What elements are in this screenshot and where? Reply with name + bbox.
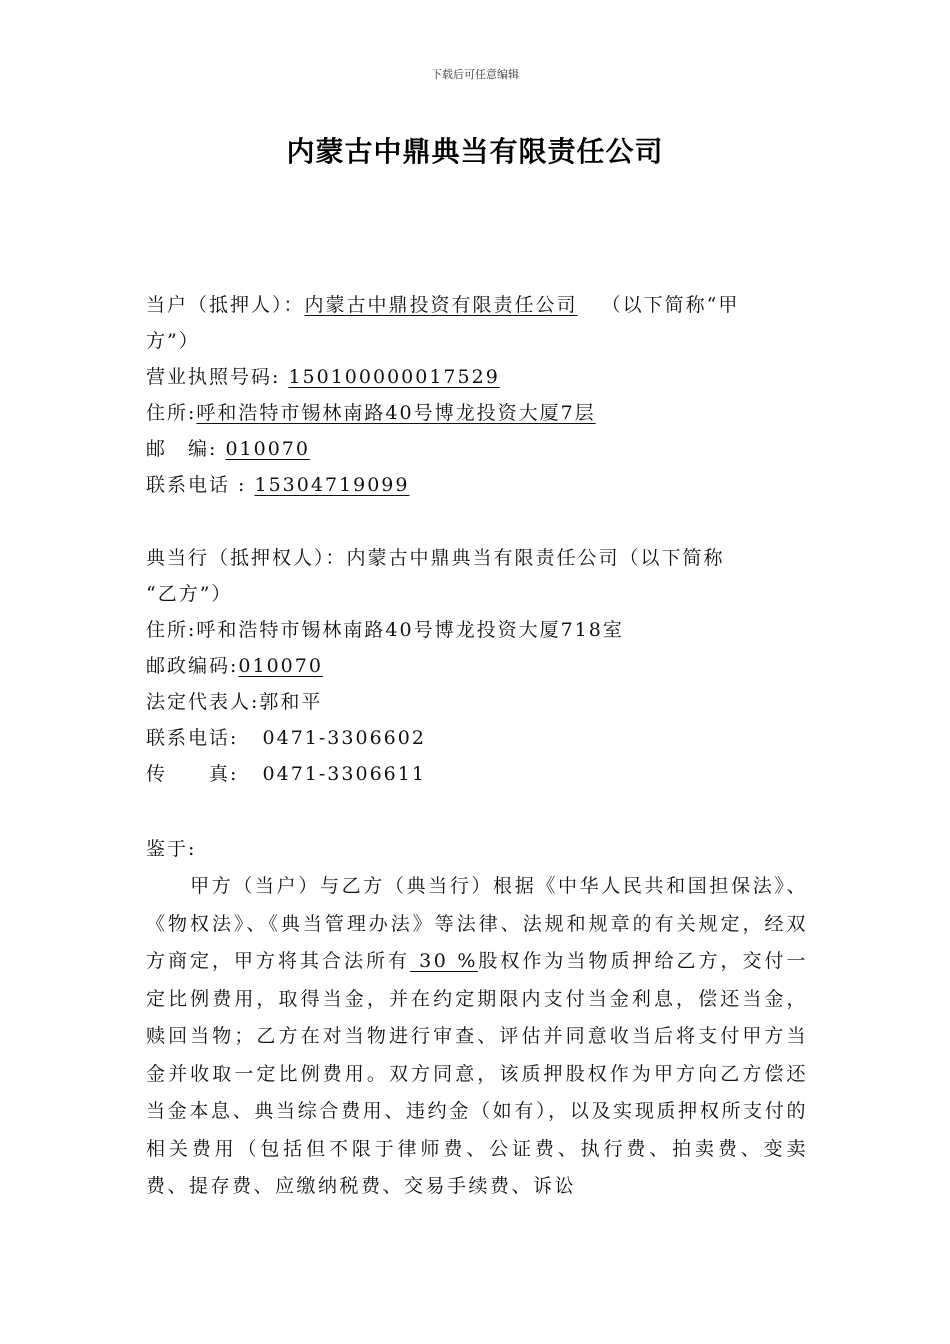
party-a-alias-line [146, 326, 200, 356]
whereas-paragraph [146, 868, 808, 1206]
party-a-name: 内蒙古中鼎投资有限责任公司 [304, 294, 578, 316]
party-a-phone-label: 联系电话 : [146, 474, 247, 496]
party-b-fax-label: 传 真: [146, 763, 239, 785]
party-a-address: 呼和浩特市锡林南路40号博龙投资大厦7层 [196, 402, 596, 424]
party-b-phone: 0471-3306602 [262, 727, 426, 749]
whereas-text-after: 股权作为当物质押给乙方，交付一定比例费用，取得当金，并在约定期限内支付当金利息，偿还当金，赎回当物；乙方在对当物进行审查、评估并同意收当后将支付甲方当金并收取一定比例费用。双方同意，该质押股权作为甲方向乙方偿还当金本息、典当综合费用、违约金（如有），以及实现质押权所支付的相关费用（包括但不限于律师费、公证费、执行费、拍卖费、变卖费、提存费、应缴纳税费、交易手续费、诉讼 [146, 950, 808, 1197]
party-b-alias-prefix: （以下简称 [619, 547, 725, 569]
party-b-fax: 0471-3306611 [262, 763, 426, 785]
party-a-phone: 15304719099 [254, 474, 410, 496]
equity-percent: 30 % [410, 950, 478, 972]
whereas-text-before: 甲方（当户）与乙方（典当行）根据《中华人民共和国担保法》、《物权法》、《典当管理办法》等法律、法规和规章的有关规定，经双方商定，甲方将其合法所有 [146, 875, 808, 972]
party-a-role-label: 当户（抵押人）： [146, 294, 305, 316]
header-note: 下载后可任意编辑 [431, 68, 519, 81]
party-a-postcode-label: 邮 编: [146, 438, 218, 460]
party-a-address-line [146, 398, 596, 428]
party-b-address-label: 住所: [146, 619, 197, 641]
party-b-name: 内蒙古中鼎典当有限责任公司 [346, 547, 620, 569]
party-a-postcode-line [146, 434, 310, 464]
party-b-fax-line [146, 759, 426, 789]
party-a-license-no: 150100000017529 [288, 366, 500, 388]
party-b-address-line [146, 615, 624, 645]
party-a-alias-suffix: 方”） [146, 330, 200, 352]
party-b-phone-label: 联系电话: [146, 727, 239, 749]
party-b-phone-line [146, 723, 426, 753]
party-b-alias-suffix: “乙方”） [146, 583, 233, 605]
party-a-role-line [146, 290, 739, 320]
party-b-postcode-label: 邮政编码: [146, 655, 239, 677]
party-b-role-line [146, 543, 725, 573]
party-a-license-label: 营业执照号码: [146, 366, 281, 388]
party-a-address-label: 住所: [146, 402, 197, 424]
party-a-phone-line [146, 470, 409, 500]
party-b-postcode-line [146, 651, 323, 681]
party-b-alias-line [146, 579, 232, 609]
party-a-license-line [146, 362, 500, 392]
party-b-role-label: 典当行（抵押权人）： [146, 547, 347, 569]
party-b-rep: 郭和平 [259, 691, 323, 713]
party-b-rep-label: 法定代表人: [146, 691, 260, 713]
party-b-address: 呼和浩特市锡林南路40号博龙投资大厦718室 [196, 619, 624, 641]
document-title: 内蒙古中鼎典当有限责任公司 [286, 135, 664, 168]
party-b-postcode: 010070 [238, 655, 323, 677]
party-a-alias-prefix: （以下简称“甲 [601, 294, 740, 316]
whereas-label: 鉴于: [146, 838, 197, 860]
party-a-postcode: 010070 [225, 438, 310, 460]
party-b-rep-line [146, 687, 322, 717]
